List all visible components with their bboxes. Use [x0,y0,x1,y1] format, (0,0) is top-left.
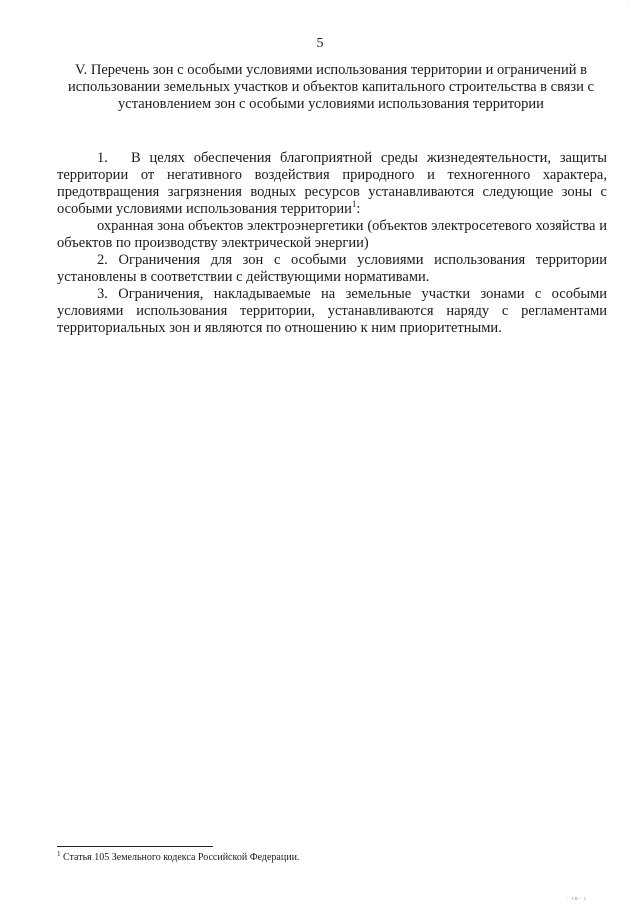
paragraph-3: 3. Ограничения, накладываемые на земельные участки зонами с особыми условиями использования территории, устанавливаются наряду с регламентами территориальных зон и являются по отношению к ним приоритетными. [57,286,607,336]
footnote-text: Статья 105 Земельного кодекса Российской Федерации. [63,852,300,863]
paragraph-2: 2. Ограничения для зон с особыми условиями использования территории установлены в соответствии с действующими нормативами. [57,252,607,285]
footnote-mark: 1 [57,850,61,858]
page-number: 5 [316,36,324,51]
paragraph-1-number: 1. [97,150,108,166]
footnote [57,852,607,864]
scan-artifact-mark: ··ıu· ı [566,896,587,902]
footnote-reference: 1 [351,199,357,209]
paragraph-1 [57,150,607,218]
section-title: V. Перечень зон с особыми условиями использования территории и ограничений в использовании земельных участков и объектов капитального строительства в связи с установлением зон с особыми условиями использования территории [68,62,594,112]
paragraph-1-colon: : [356,201,361,217]
document-body [57,150,607,337]
paragraph-1-text: В целях обеспечения благоприятной среды жизнедеятельности, защиты территории от негативного воздействия природного и техногенного характера, предотвращения загрязнения водных ресурсов устанавливаются следующие зоны с особыми условиями использования территории [57,150,607,217]
scan-artifact-corner: · [626,0,628,6]
footnote-separator [57,846,213,847]
paragraph-zone-item: охранная зона объектов электроэнергетики (объектов электросетевого хозяйства и объектов по производству электрической энергии) [57,218,607,251]
